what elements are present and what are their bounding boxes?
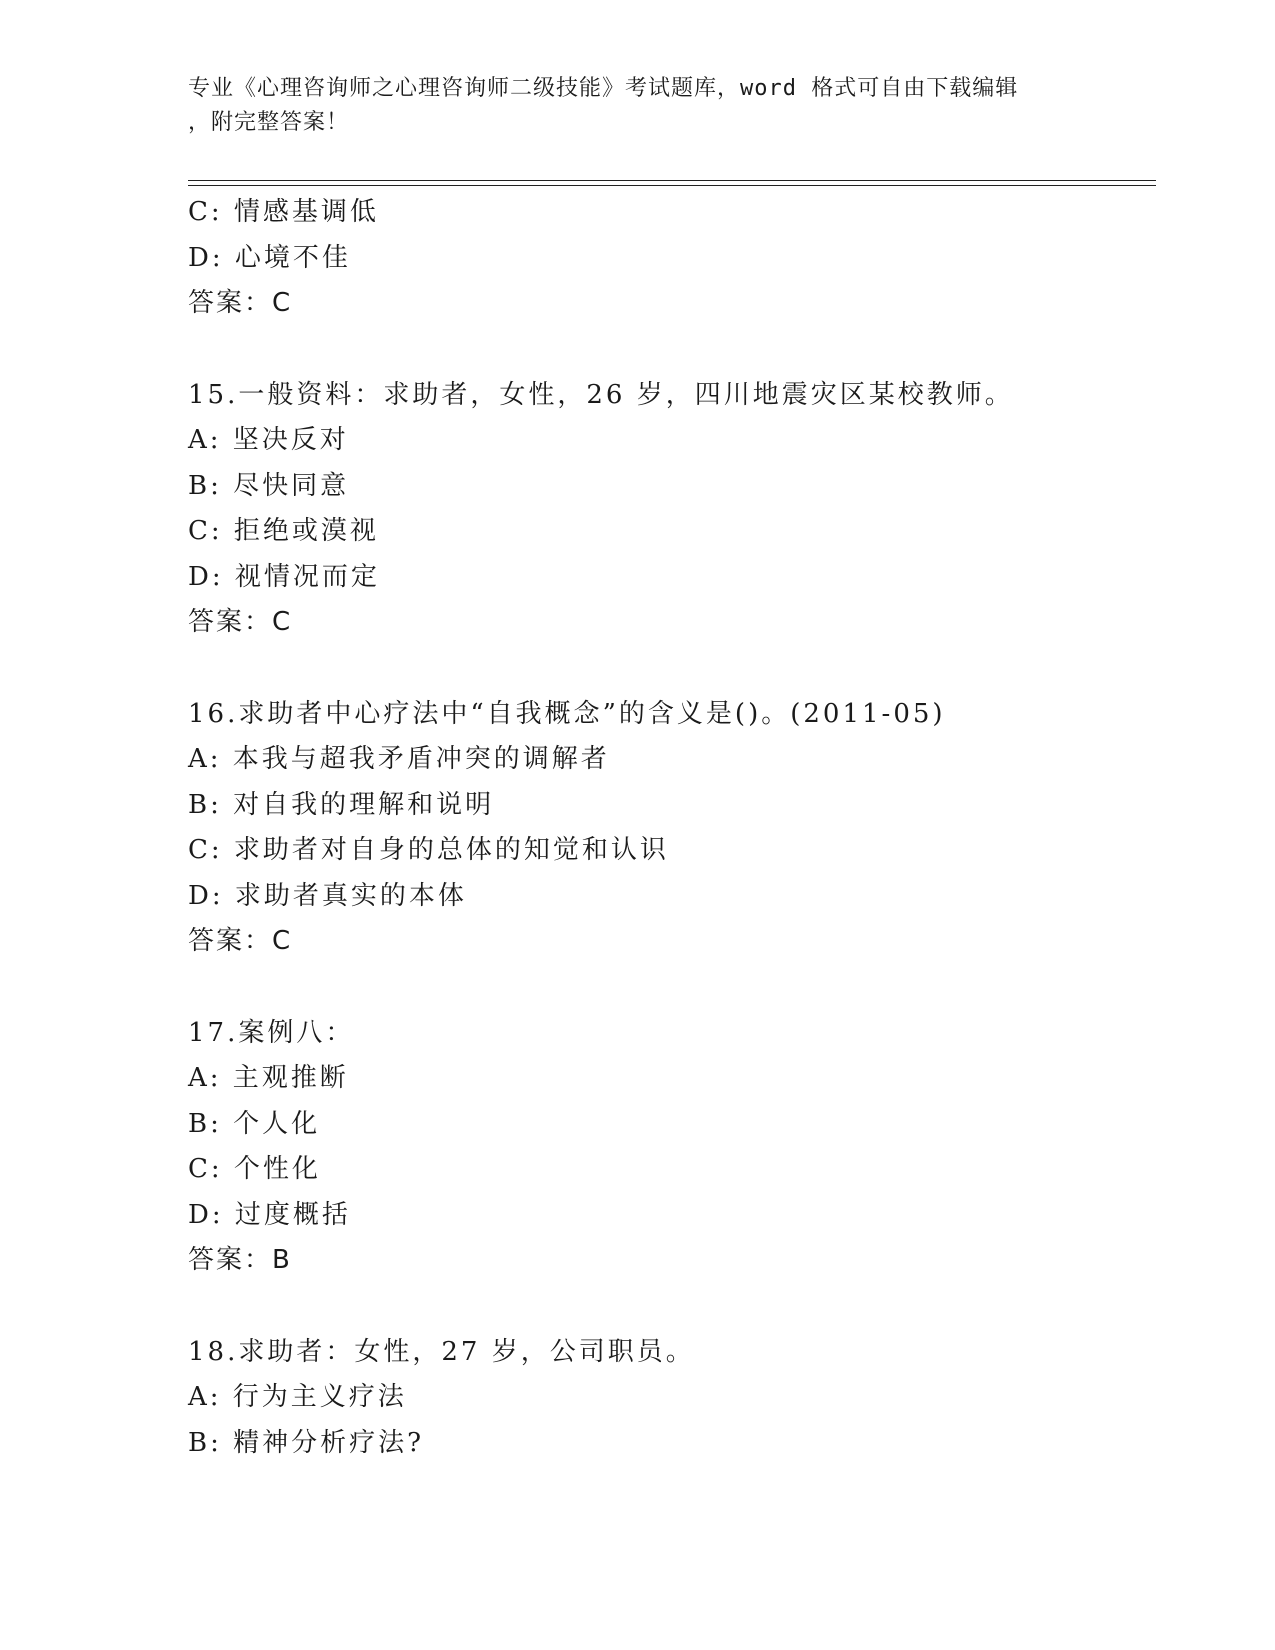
option-d: D: 求助者真实的本体 xyxy=(188,880,467,911)
option-d: D: 过度概括 xyxy=(188,1199,351,1230)
question-stem: 16.求助者中心疗法中“自我概念”的含义是()。(2011-05) xyxy=(188,698,946,729)
document-header xyxy=(188,72,1088,140)
option-c: C: 情感基调低 xyxy=(188,197,379,227)
question-list xyxy=(188,190,1156,1466)
question-17 xyxy=(188,1011,1156,1284)
option-c: C: 求助者对自身的总体的知觉和认识 xyxy=(188,835,669,865)
question-stem: 18.求助者：女性，27 岁，公司职员。 xyxy=(188,1336,695,1367)
answer-line: 答案：C xyxy=(188,926,293,956)
option-a: A: 坚决反对 xyxy=(188,425,349,455)
answer-line: 答案：B xyxy=(188,1245,292,1275)
option-b: B: 个人化 xyxy=(188,1108,321,1139)
header-divider-top xyxy=(188,180,1156,181)
option-a: A: 主观推断 xyxy=(188,1063,349,1093)
option-b: B: 对自我的理解和说明 xyxy=(188,789,495,820)
header-divider-bottom xyxy=(188,185,1156,186)
question-stem: 15.一般资料：求助者，女性，26 岁，四川地震灾区某校教师。 xyxy=(188,379,1014,410)
option-b: B: 精神分析疗法? xyxy=(188,1427,425,1458)
header-line-1: 专业《心理咨询师之心理咨询师二级技能》考试题库，word 格式可自由下载编辑 xyxy=(188,76,1019,101)
question-15 xyxy=(188,373,1156,646)
answer-line: 答案：C xyxy=(188,288,293,318)
option-c: C: 个性化 xyxy=(188,1154,321,1184)
option-c: C: 拒绝或漠视 xyxy=(188,516,379,546)
option-a: A: 本我与超我矛盾冲突的调解者 xyxy=(188,744,610,774)
question-stem: 17.案例八： xyxy=(188,1017,355,1048)
question-14-tail xyxy=(188,190,1156,327)
answer-line: 答案：C xyxy=(188,607,293,637)
option-a: A: 行为主义疗法 xyxy=(188,1382,407,1412)
header-line-2: ，附完整答案！ xyxy=(188,110,350,135)
question-16 xyxy=(188,692,1156,965)
option-d: D: 视情况而定 xyxy=(188,561,380,592)
option-b: B: 尽快同意 xyxy=(188,470,350,501)
option-d: D: 心境不佳 xyxy=(188,242,351,273)
question-18 xyxy=(188,1330,1156,1467)
